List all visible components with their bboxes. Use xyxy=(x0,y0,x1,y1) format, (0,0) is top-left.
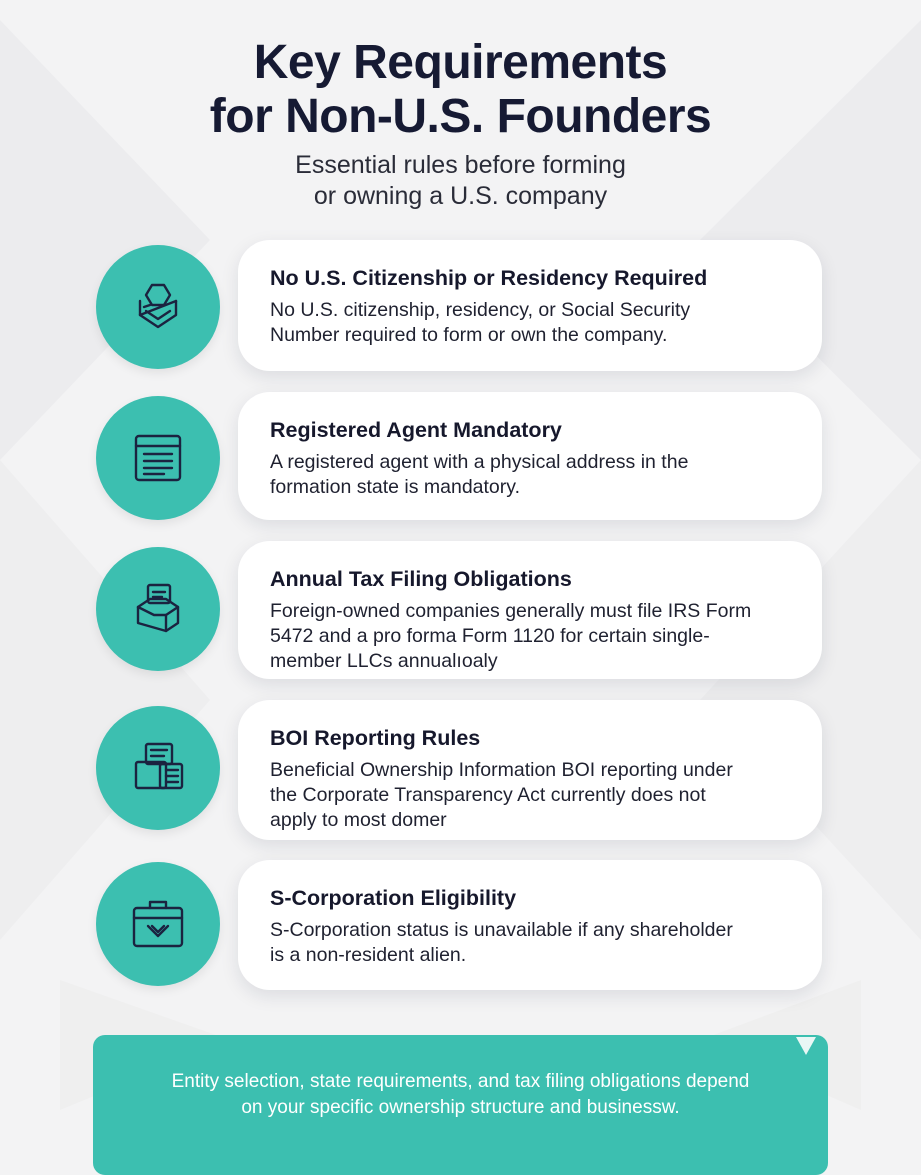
requirement-title: Annual Tax Filing Obligations xyxy=(270,567,572,591)
description-line: member LLCs annualıoaly xyxy=(270,650,498,672)
description-line: is a non-resident alien. xyxy=(270,944,467,966)
icon-circle xyxy=(96,706,220,830)
subtitle-line-1: Essential rules before forming xyxy=(295,151,626,179)
icon-circle xyxy=(96,862,220,986)
footer-note xyxy=(93,1035,828,1175)
requirement-card xyxy=(238,541,822,679)
description-line: No U.S. citizenship, residency, or Social Security xyxy=(270,299,691,321)
icon-circle xyxy=(96,245,220,369)
requirement-description xyxy=(270,298,798,348)
icon-circle xyxy=(96,547,220,671)
requirement-card xyxy=(238,860,822,990)
requirement-description xyxy=(270,918,798,968)
inbox-tray-icon xyxy=(126,577,190,641)
shield-hexagon-icon xyxy=(126,275,190,339)
requirement-title: S-Corporation Eligibility xyxy=(270,886,517,910)
description-line: apply to most domer xyxy=(270,809,447,831)
title-line-2: for Non-U.S. Founders xyxy=(209,90,712,143)
footer-line-1: Entity selection, state requirements, and tax filing obligations depend xyxy=(171,1071,750,1092)
requirement-title: BOI Reporting Rules xyxy=(270,726,481,750)
description-line: Foreign-owned companies generally must file IRS Form xyxy=(270,600,752,622)
description-line: Number required to form or own the company. xyxy=(270,324,668,346)
briefcase-check-icon xyxy=(126,892,190,956)
footer-text xyxy=(93,1069,828,1121)
requirement-title: No U.S. Citizenship or Residency Required xyxy=(270,266,708,290)
description-line: the Corporate Transparency Act currently does not xyxy=(270,784,706,806)
description-line: S-Corporation status is unavailable if any shareholder xyxy=(270,919,733,941)
requirement-description xyxy=(270,599,798,674)
page-title xyxy=(0,36,921,144)
description-line: Beneficial Ownership Information BOI reporting under xyxy=(270,759,733,781)
document-list-icon xyxy=(126,426,190,490)
title-line-1: Key Requirements xyxy=(253,36,668,89)
description-line: A registered agent with a physical address in the xyxy=(270,451,689,473)
icon-circle xyxy=(96,396,220,520)
requirement-card xyxy=(238,392,822,520)
folder-documents-icon xyxy=(126,736,190,800)
requirement-card xyxy=(238,240,822,371)
page-fold-icon xyxy=(794,1037,818,1057)
requirement-title: Registered Agent Mandatory xyxy=(270,418,562,442)
page-subtitle xyxy=(0,150,921,212)
description-line: 5472 and a pro forma Form 1120 for certain single- xyxy=(270,625,710,647)
requirement-description xyxy=(270,450,798,500)
footer-line-2: on your specific ownership structure and businessw. xyxy=(241,1097,680,1118)
description-line: formation state is mandatory. xyxy=(270,476,520,498)
requirement-description xyxy=(270,758,798,833)
subtitle-line-2: or owning a U.S. company xyxy=(313,182,608,210)
requirement-card xyxy=(238,700,822,840)
